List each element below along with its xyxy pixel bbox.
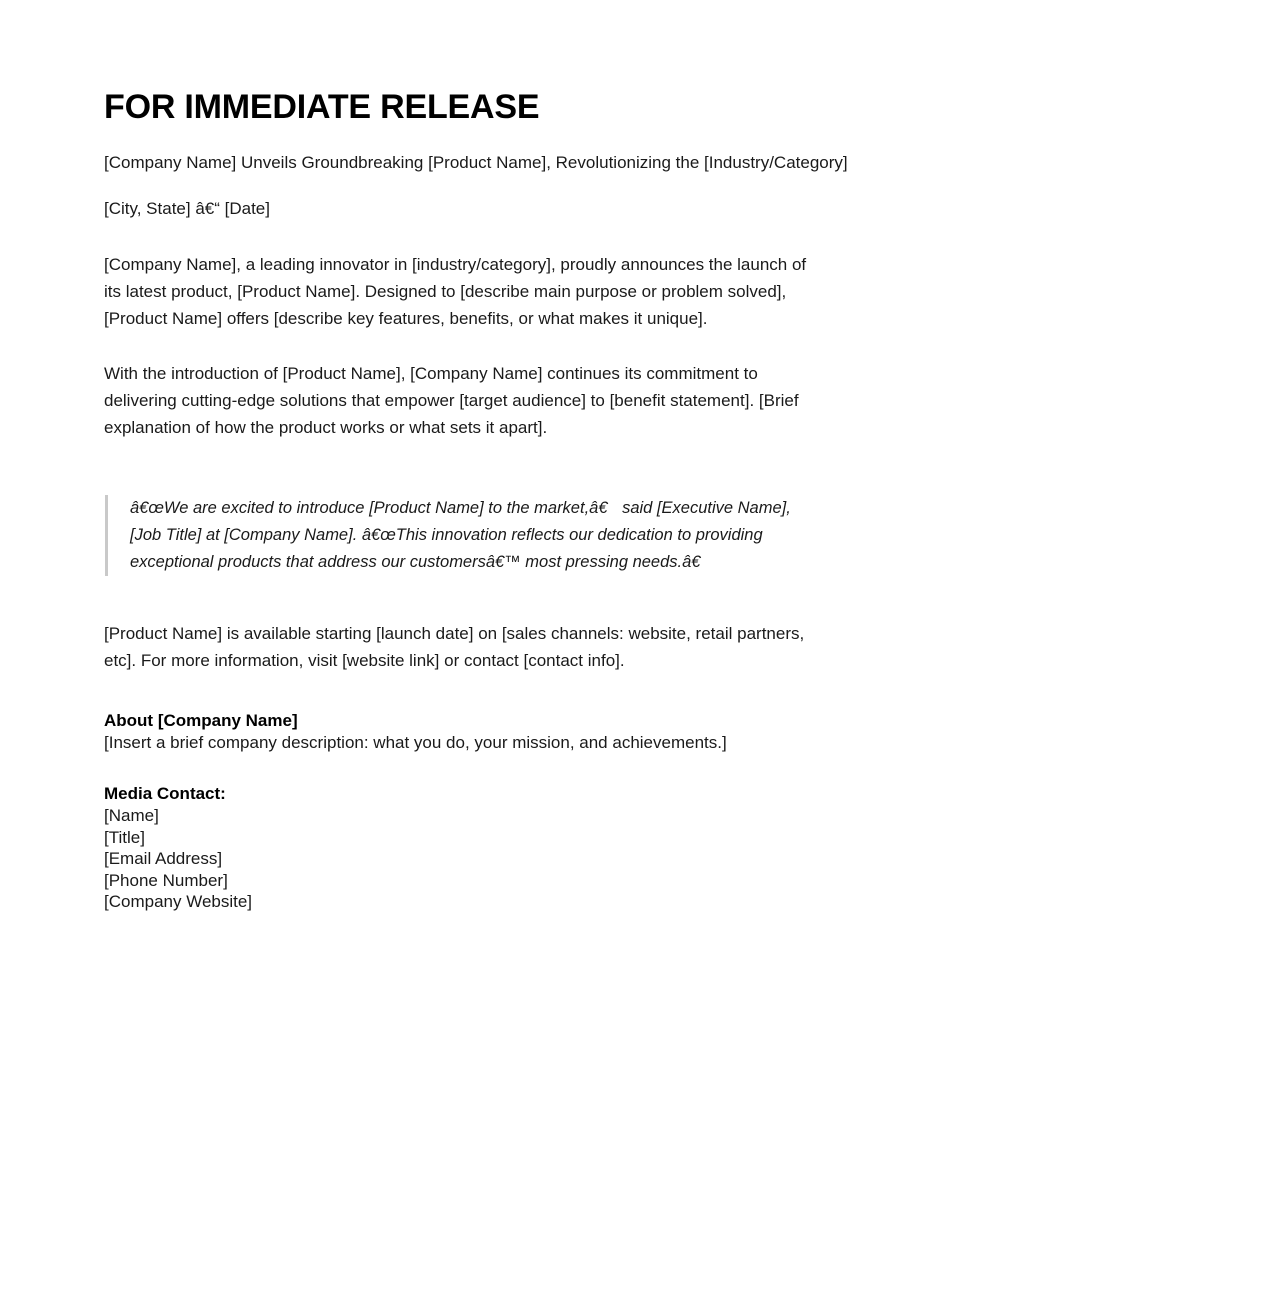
media-contact-list — [104, 805, 964, 913]
dateline: [City, State] â€“ [Date] — [104, 199, 270, 219]
media-contact-section — [104, 783, 964, 913]
media-contact-heading: Media Contact: — [104, 784, 226, 804]
release-subtitle: [Company Name] Unveils Groundbreaking [Product Name], Revolutionizing the [Industry/Category] — [104, 153, 848, 173]
contact-name: [Name] — [104, 806, 159, 826]
body-paragraph-2: With the introduction of [Product Name], [Company Name] continues its commitment to delivering cutting-edge solutions that empower [target audience] to [benefit statement]. [Brief explanation of how the product works or what sets it apart]. — [104, 364, 799, 438]
executive-quote-blockquote — [105, 495, 820, 576]
about-heading: About [Company Name] — [104, 711, 298, 731]
contact-phone: [Phone Number] — [104, 870, 228, 890]
executive-quote-text: â€œWe are excited to introduce [Product Name] to the market,â€ said [Executive Name], [Job Title] at [Company Name]. â€œThis innovation reflects our dedication to providing exceptional products that address our customersâ€™ most pressing needs.â€ — [130, 499, 791, 572]
body-paragraph-1: [Company Name], a leading innovator in [industry/category], proudly announces the launch of its latest product, [Product Name]. Designed to [describe main purpose or problem solved], [Product Name] offers [describe key features, benefits, or what makes it unique]. — [104, 255, 807, 329]
about-section — [104, 710, 964, 753]
availability-paragraph: [Product Name] is available starting [launch date] on [sales channels: website, retail partners, etc]. For more information, visit [website link] or contact [contact info]. — [104, 624, 805, 671]
contact-title: [Title] — [104, 827, 145, 847]
document-body — [104, 88, 964, 913]
contact-email: [Email Address] — [104, 849, 223, 869]
page-title: FOR IMMEDIATE RELEASE — [104, 88, 540, 126]
contact-website: [Company Website] — [104, 892, 253, 912]
about-description: [Insert a brief company description: what you do, your mission, and achievements.] — [104, 733, 727, 753]
